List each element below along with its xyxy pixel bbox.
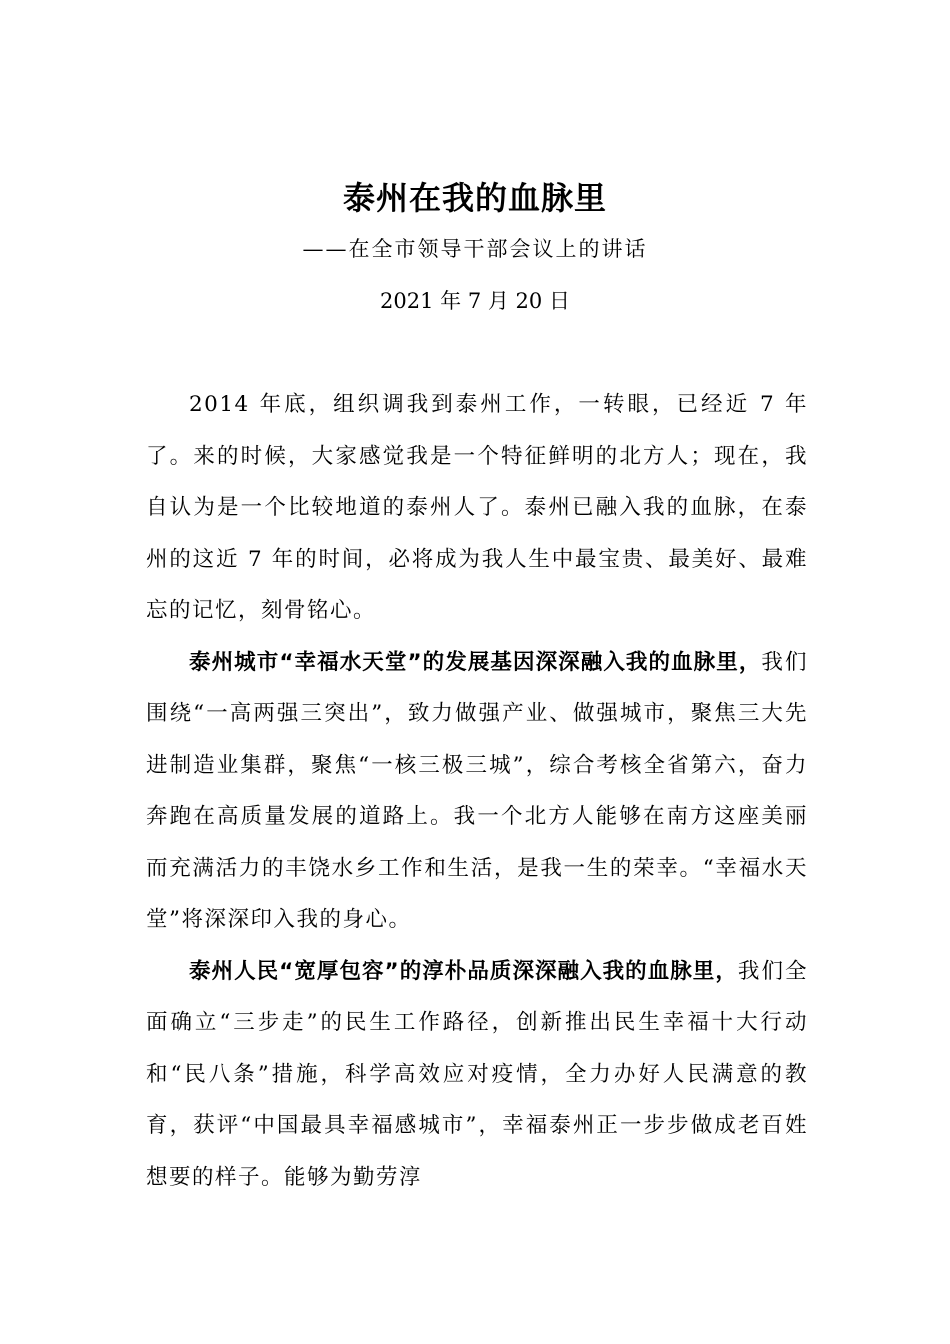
document-subtitle: ——在全市领导干部会议上的讲话	[302, 237, 648, 261]
document-date: 2021 年 7 月 20 日	[380, 289, 570, 313]
document-body	[146, 379, 808, 1203]
document-title: 泰州在我的血脉里	[342, 179, 607, 217]
paragraph-1	[146, 379, 808, 637]
paragraph-2-text: 我们围绕“一高两强三突出”，致力做强产业、做强城市，聚焦三大先进制造业集群，聚焦“一核三极三城”，综合考核全省第六，奋力奔跑在高质量发展的道路上。我一个北方人能够在南方这座美丽而充满活力的丰饶水乡工作和生活，是我一生的荣幸。“幸福水天堂”将深深印入我的身心。	[146, 649, 808, 932]
paragraph-3-lead: 泰州人民“宽厚包容”的淳朴品质深深融入我的血脉里，	[189, 958, 738, 984]
paragraph-2	[146, 637, 808, 946]
paragraph-2-lead: 泰州城市“幸福水天堂”的发展基因深深融入我的血脉里，	[189, 649, 762, 675]
paragraph-1-text: 2014 年底，组织调我到泰州工作，一转眼，已经近 7 年了。来的时候，大家感觉我是一个特征鲜明的北方人；现在，我自认为是一个比较地道的泰州人了。泰州已融入我的血脉，在泰州的这近 7 年的时间，必将成为我人生中最宝贵、最美好、最难忘的记忆，刻骨铭心。	[146, 392, 808, 623]
paragraph-3-text: 我们全面确立“三步走”的民生工作路径，创新推出民生幸福十大行动和“民八条”措施，科学高效应对疫情，全力办好人民满意的教育，获评“中国最具幸福感城市”，幸福泰州正一步步做成老百姓想要的样子。能够为勤劳淳	[146, 958, 808, 1190]
paragraph-3	[146, 946, 808, 1204]
